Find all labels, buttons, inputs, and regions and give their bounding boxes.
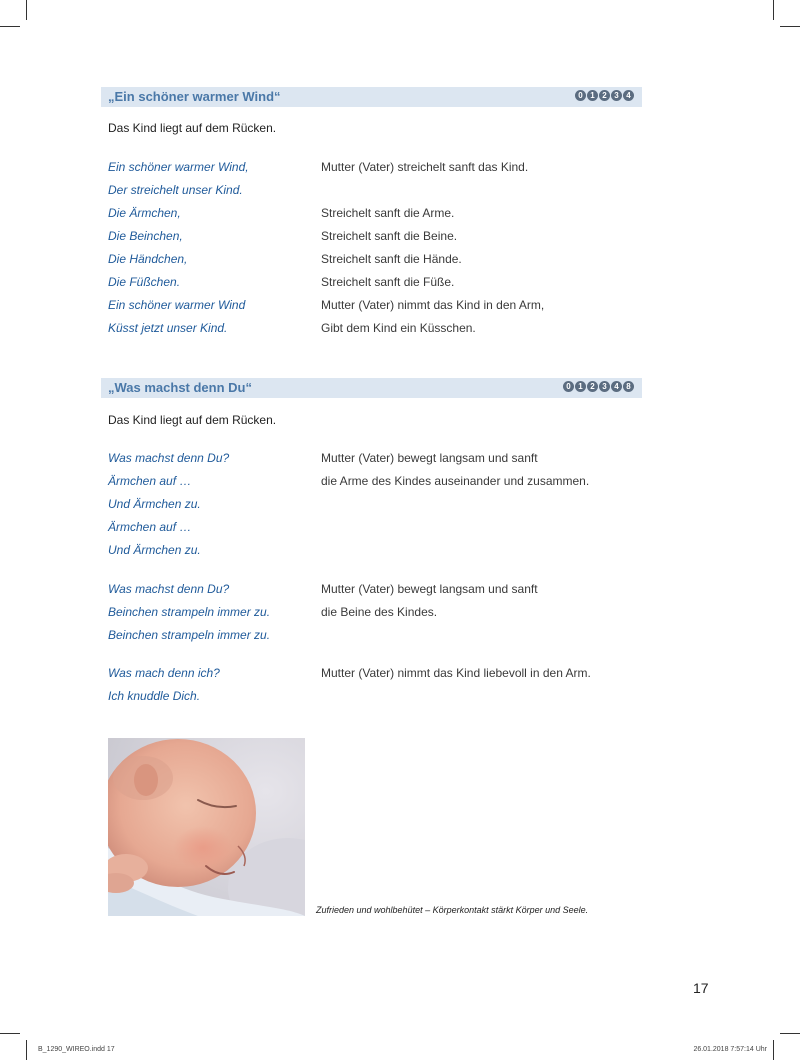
crop-mark <box>0 26 20 27</box>
age-badge: 3 <box>599 381 610 392</box>
verse-line: Ein schöner warmer Wind <box>108 298 246 312</box>
age-badges <box>575 90 634 101</box>
crop-mark <box>780 26 800 27</box>
verse-line: Die Füßchen. <box>108 275 181 289</box>
verse-line: Die Ärmchen, <box>108 206 181 220</box>
verse-line: Ein schöner warmer Wind, <box>108 160 249 174</box>
verse-line: Was mach denn ich? <box>108 666 220 680</box>
action-line: die Beine des Kindes. <box>321 605 438 619</box>
section-title: „Was machst denn Du“ <box>108 380 252 395</box>
section-intro: Das Kind liegt auf dem Rücken. <box>108 413 277 427</box>
action-line: Streichelt sanft die Hände. <box>321 252 462 266</box>
action-line: Mutter (Vater) nimmt das Kind in den Arm, <box>321 298 545 312</box>
baby-photo <box>108 738 305 916</box>
action-line: Mutter (Vater) nimmt das Kind liebevoll in den Arm. <box>321 666 591 680</box>
verse-line: Was machst denn Du? <box>108 582 230 596</box>
action-line: Mutter (Vater) bewegt langsam und sanft <box>321 582 538 596</box>
age-badge: 1 <box>587 90 598 101</box>
age-badge: 4 <box>623 90 634 101</box>
action-line: Streichelt sanft die Füße. <box>321 275 455 289</box>
section-title: „Ein schöner warmer Wind“ <box>108 89 281 104</box>
age-badge: 8 <box>623 381 634 392</box>
action-line: Gibt dem Kind ein Küsschen. <box>321 321 476 335</box>
age-badge: 0 <box>563 381 574 392</box>
verse-line: Und Ärmchen zu. <box>108 497 201 511</box>
age-badge: 1 <box>575 381 586 392</box>
age-badge: 3 <box>611 90 622 101</box>
section-title-bar <box>101 378 642 398</box>
crop-mark <box>26 1040 27 1060</box>
photo-caption: Zufrieden und wohlbehütet – Körperkontakt stärkt Körper und Seele. <box>316 905 589 915</box>
crop-mark <box>773 0 774 20</box>
verse-line: Ich knuddle Dich. <box>108 689 201 703</box>
action-line: Streichelt sanft die Beine. <box>321 229 458 243</box>
verse-line: Was machst denn Du? <box>108 451 230 465</box>
age-badge: 2 <box>587 381 598 392</box>
crop-mark <box>780 1033 800 1034</box>
action-line: Mutter (Vater) bewegt langsam und sanft <box>321 451 538 465</box>
age-badge: 2 <box>599 90 610 101</box>
crop-mark <box>0 1033 20 1034</box>
verse-line: Ärmchen auf … <box>108 474 192 488</box>
page-number: 17 <box>693 980 709 996</box>
age-badge: 0 <box>575 90 586 101</box>
verse-line: Die Beinchen, <box>108 229 183 243</box>
section-title-bar <box>101 87 642 107</box>
verse-line: Die Händchen, <box>108 252 188 266</box>
verse-line: Beinchen strampeln immer zu. <box>108 605 271 619</box>
crop-mark <box>773 1040 774 1060</box>
section-intro: Das Kind liegt auf dem Rücken. <box>108 121 277 135</box>
action-line: Streichelt sanft die Arme. <box>321 206 455 220</box>
action-line: die Arme des Kindes auseinander und zusammen. <box>321 474 590 488</box>
crop-mark <box>26 0 27 20</box>
verse-line: Ärmchen auf … <box>108 520 192 534</box>
print-slug-left: B_1290_WIREO.indd 17 <box>38 1046 115 1053</box>
verse-line: Küsst jetzt unser Kind. <box>108 321 228 335</box>
print-slug-right: 26.01.2018 7:57:14 Uhr <box>693 1046 767 1053</box>
verse-line: Der streichelt unser Kind. <box>108 183 243 197</box>
verse-line: Und Ärmchen zu. <box>108 543 201 557</box>
age-badge: 4 <box>611 381 622 392</box>
age-badges <box>563 381 634 392</box>
verse-line: Beinchen strampeln immer zu. <box>108 628 271 642</box>
action-line: Mutter (Vater) streichelt sanft das Kind. <box>321 160 529 174</box>
